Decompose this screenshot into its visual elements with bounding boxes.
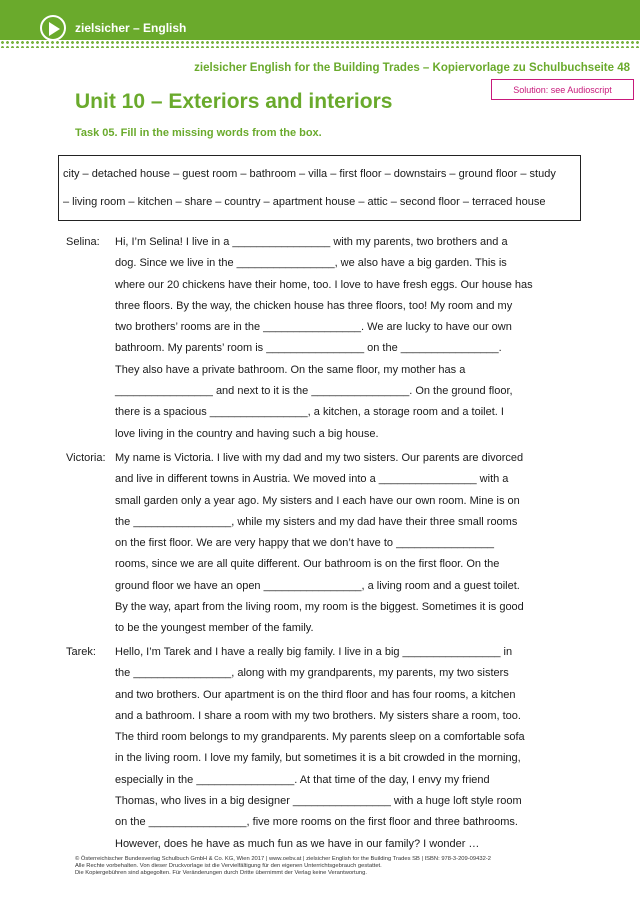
series-title: zielsicher English for the Building Trades – Kopiervorlage zu Schulbuchseite 48 bbox=[194, 62, 630, 74]
text-line: two brothers’ rooms are in the ________________. We are lucky to have our own bbox=[115, 321, 512, 334]
text-line: and two brothers. Our apartment is on the third floor and has four rooms, a kitchen bbox=[115, 688, 516, 701]
text-line: the ________________, while my sisters and my dad have their three small rooms bbox=[115, 515, 518, 528]
text-line: small garden only a year ago. My sisters and I each have our own room. Mine is on bbox=[115, 494, 520, 507]
text-line: ________________ and next to it is the ________________. On the ground floor, bbox=[115, 385, 513, 398]
speaker-text bbox=[115, 448, 575, 640]
text-line: in the living room. I love my family, but sometimes it is a bit crowded in the morning, bbox=[115, 752, 521, 765]
speaker-name: Victoria: bbox=[66, 452, 106, 464]
solution-note: Solution: see Audioscript bbox=[491, 79, 634, 100]
text-line: They also have a private bathroom. On the same floor, my mother has a bbox=[115, 363, 466, 376]
text-line: My name is Victoria. I live with my dad and my two sisters. Our parents are divorced bbox=[115, 452, 524, 464]
speaker-text bbox=[115, 642, 575, 855]
task-instruction: Task 05. Fill in the missing words from the box. bbox=[75, 127, 322, 139]
speaker-name: Selina: bbox=[66, 236, 100, 248]
text-line: rooms, since we are all quite different. Our bathroom is on the first floor. On the bbox=[115, 558, 500, 571]
footer-copyright: © Österreichischer Bundesverlag Schulbuch GmbH & Co. KG, Wien 2017 | www.oebv.at | zielsicher English for the Building Trades SB | ISBN: 978-3-209-09432-2 bbox=[75, 856, 491, 862]
word-box-line: city – detached house – guest room – bathroom – villa – first floor – downstairs – ground floor – study bbox=[63, 168, 556, 180]
text-line: on the first floor. We are very happy that we don’t have to ________________ bbox=[115, 537, 494, 550]
text-line: love living in the country and having such a big house. bbox=[115, 427, 379, 440]
text-line: The third room belongs to my grandparents. My parents sleep on a comfortable sofa bbox=[115, 731, 525, 744]
text-line: there is a spacious ________________, a kitchen, a storage room and a toilet. I bbox=[115, 406, 504, 419]
play-icon bbox=[40, 15, 66, 41]
text-line: and live in different towns in Austria. We moved into a ________________ with a bbox=[115, 473, 509, 486]
brand-name: zielsicher – English bbox=[75, 21, 187, 35]
text-line: ground floor we have an open ________________, a living room and a guest toilet. bbox=[115, 579, 520, 592]
word-box bbox=[58, 155, 581, 221]
header-bar bbox=[0, 0, 640, 40]
text-line: By the way, apart from the living room, my room is the biggest. Sometimes it is good bbox=[115, 601, 524, 614]
speaker-name: Tarek: bbox=[66, 646, 96, 658]
text-line: Hi, I’m Selina! I live in a ________________ with my parents, two brothers and a bbox=[115, 236, 508, 248]
page-title: Unit 10 – Exteriors and interiors bbox=[75, 90, 393, 113]
footer bbox=[75, 856, 491, 877]
text-line: Thomas, who lives in a big designer ________________ with a huge loft style room bbox=[115, 795, 522, 808]
text-line: bathroom. My parents’ room is ________________ on the ________________. bbox=[115, 342, 502, 355]
footer-rights: Alle Rechte vorbehalten. Von dieser Druckvorlage ist die Vervielfältigung für den eigenen Unterrichtsgebrauch gestattet. bbox=[75, 863, 382, 869]
text-line: where our 20 chickens have their home, too. I love to have fresh eggs. Our house has bbox=[115, 278, 533, 291]
text-line: three floors. By the way, the chicken house has three floors, too! My room and my bbox=[115, 299, 513, 312]
text-line: Hello, I’m Tarek and I have a really big family. I live in a big ________________ in bbox=[115, 646, 513, 658]
speaker-text bbox=[115, 232, 575, 445]
text-line: the ________________, along with my grandparents, my parents, my two sisters bbox=[115, 667, 509, 680]
text-line: and a bathroom. I share a room with my two brothers. My sisters share a room, too. bbox=[115, 709, 521, 722]
text-line: especially in the ________________. At that time of the day, I envy my friend bbox=[115, 773, 490, 786]
text-line: dog. Since we live in the ________________, we also have a big garden. This is bbox=[115, 257, 507, 270]
header-dotted-edge bbox=[0, 40, 640, 48]
footer-fees: Die Kopiergebühren sind abgegolten. Für Veränderungen durch Dritte übernimmt der Verlag keine Verantwortung. bbox=[75, 870, 367, 876]
text-line: However, does he have as much fun as we have in our family? I wonder … bbox=[115, 837, 480, 850]
word-box-line: – living room – kitchen – share – country – apartment house – attic – second floor – terraced house bbox=[63, 196, 546, 208]
text-line: on the ________________, five more rooms on the first floor and three bathrooms. bbox=[115, 816, 518, 829]
text-line: to be the youngest member of the family. bbox=[115, 622, 314, 635]
